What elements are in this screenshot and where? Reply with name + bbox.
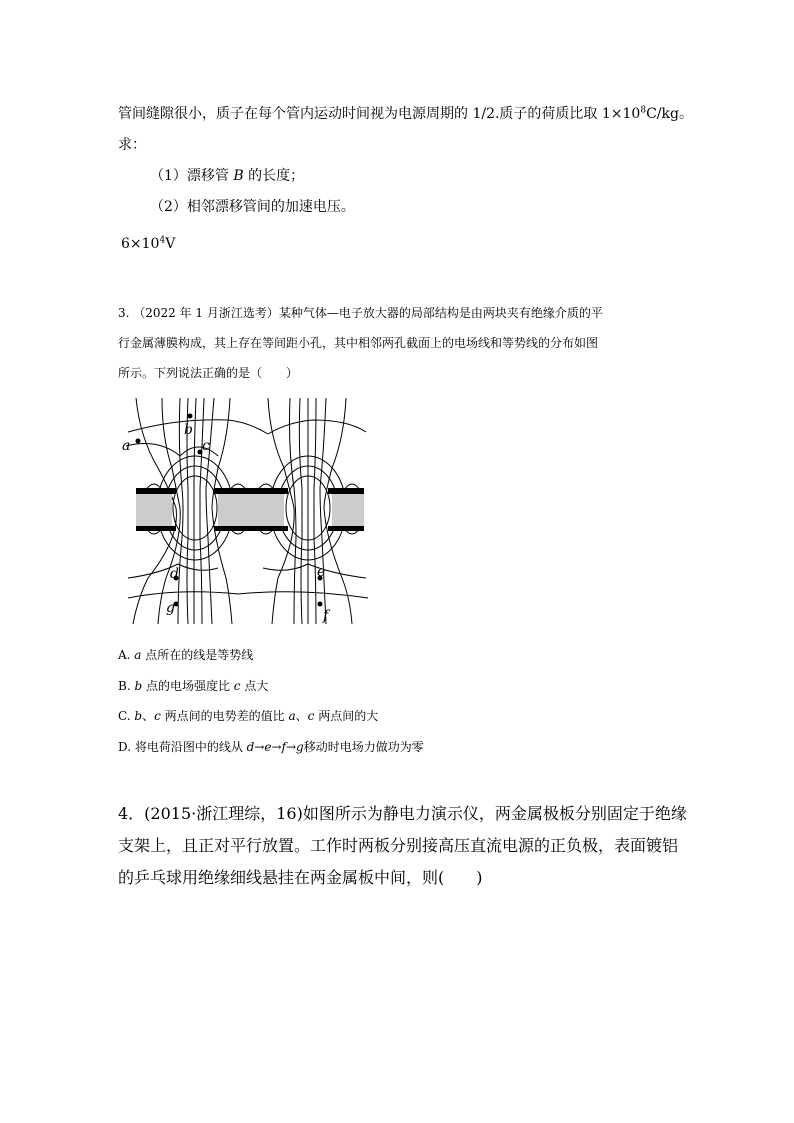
separator: 、	[142, 709, 155, 723]
text-fragment: V	[165, 236, 176, 252]
option-letter: A.	[118, 648, 135, 662]
label-b: b	[184, 422, 193, 438]
label-f: f	[323, 608, 329, 624]
question-4-stem-1	[118, 802, 687, 826]
text-line	[118, 104, 693, 124]
text-fragment: 所示。下列说法正确的是（ ）	[118, 366, 299, 380]
label-g: g	[166, 600, 175, 616]
option-text: 点的电场强度比	[142, 679, 234, 693]
insulator-segment	[332, 492, 364, 528]
sub-question-1	[150, 166, 304, 186]
question-4-stem-2	[118, 834, 678, 858]
text-fragment: 的长度；	[243, 168, 305, 184]
text-fragment: 3. （2022 年 1 月浙江选考）某种气体—电子放大器的局部结构是由两块夹有绝缘介质的平	[118, 306, 603, 320]
option-text: 两点间的电势差的值比	[160, 709, 289, 723]
answer-line	[121, 234, 175, 254]
text-fragment: （2）相邻漂移管间的加速电压。	[150, 199, 355, 215]
field-line	[320, 398, 326, 624]
option-a[interactable]	[118, 645, 253, 665]
option-d[interactable]	[118, 737, 424, 757]
field-line	[299, 398, 302, 624]
point-f	[318, 602, 323, 607]
variable: a	[134, 648, 142, 662]
question-3-stem-1	[118, 303, 603, 323]
field-line	[200, 398, 204, 624]
field-line	[314, 398, 316, 624]
text-fragment: 6×10	[121, 236, 160, 252]
label-e: e	[317, 564, 326, 580]
insulator-segment	[136, 492, 172, 528]
variable: c	[233, 679, 241, 693]
label-a: a	[122, 438, 131, 454]
field-line	[194, 398, 196, 624]
separator: 、	[295, 709, 308, 723]
variable: c	[307, 709, 315, 723]
insulator-segment	[218, 492, 284, 528]
point-a	[136, 439, 141, 444]
text-fragment: 行金属薄膜构成，其上存在等间距小孔，其中相邻两孔截面上的电场线和等势线的分布如图	[118, 336, 599, 350]
text-fragment: 4．(2015·浙江理综，16)如图所示为静电力演示仪，两金属极板分别固定于绝缘	[118, 804, 687, 823]
equipotential-loop	[165, 466, 225, 550]
variable: c	[154, 709, 161, 723]
bottom-plate	[328, 526, 364, 531]
equipotential-line	[128, 592, 368, 598]
top-plate	[328, 488, 364, 494]
text-fragment: C/kg。	[646, 106, 693, 122]
field-lines-figure	[118, 398, 368, 624]
option-text: 点大	[240, 679, 269, 693]
option-letter: D.	[118, 740, 135, 754]
text-fragment: 的乒乓球用绝缘细线悬挂在两金属板中间，则( )	[118, 868, 483, 887]
option-letter: B.	[118, 679, 135, 693]
text-line	[118, 135, 146, 155]
top-plate	[136, 488, 176, 494]
point-b	[188, 414, 193, 419]
label-d: d	[170, 566, 179, 582]
sub-question-2	[150, 197, 355, 217]
bottom-plate	[136, 526, 176, 531]
option-b[interactable]	[118, 676, 268, 696]
bottom-plate	[214, 526, 288, 531]
variable: d→e→f→g	[246, 740, 304, 754]
option-text: 两点间的大	[314, 709, 379, 723]
option-letter: C.	[118, 709, 135, 723]
field-line	[290, 398, 297, 624]
exponent: 8	[640, 105, 647, 116]
text-fragment: 支架上，且正对平行放置。工作时两板分别接高压直流电源的正负极，表面镀铝	[118, 836, 679, 855]
option-text: 将电荷沿图中的线从	[134, 740, 247, 754]
option-text: 点所在的线是等势线	[141, 648, 254, 662]
variable: a	[288, 709, 296, 723]
top-plate	[214, 488, 288, 494]
text-fragment: 管间缝隙很小，质子在每个管内运动时间视为电源周期的 1/2.质子的荷质比取 1×10	[118, 106, 641, 122]
question-3-stem-3	[118, 363, 298, 383]
variable: B	[233, 168, 244, 184]
label-c: c	[202, 438, 210, 454]
variable: b	[134, 679, 143, 693]
text-fragment: （1）漂移管	[150, 168, 234, 184]
exponent: 4	[159, 235, 166, 246]
text-fragment: 求：	[118, 137, 146, 153]
field-line	[206, 398, 214, 624]
option-c[interactable]	[118, 706, 378, 726]
variable: b	[134, 709, 143, 723]
question-3-stem-2	[118, 333, 598, 353]
option-text: 移动时电场力做功为零	[303, 740, 424, 754]
question-4-stem-3	[118, 866, 483, 890]
